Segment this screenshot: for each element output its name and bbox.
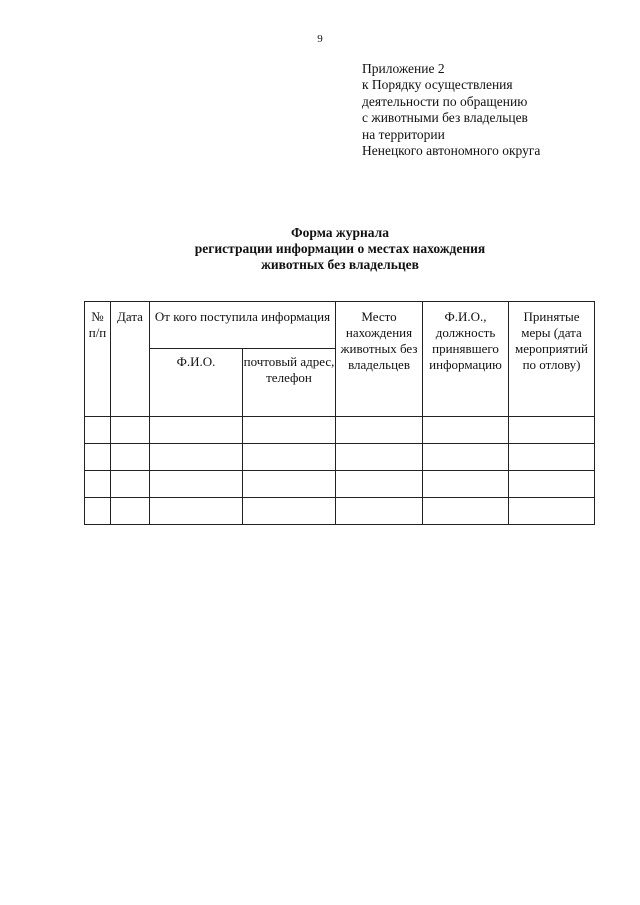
table-cell[interactable] — [423, 417, 509, 444]
table-cell[interactable] — [509, 417, 595, 444]
table-cell[interactable] — [85, 417, 111, 444]
table-row — [85, 471, 595, 498]
appendix-line: Приложение 2 — [362, 61, 445, 76]
appendix-block — [362, 61, 540, 159]
table-cell[interactable] — [150, 417, 243, 444]
header-source-address: почтовый адрес, телефон — [243, 349, 336, 417]
header-num: № п/п — [85, 302, 111, 417]
title-line: регистрации информации о местах нахождения — [194, 241, 486, 256]
table-cell[interactable] — [111, 498, 150, 525]
appendix-line: на территории — [362, 126, 445, 142]
appendix-line: с животными без владельцев — [362, 110, 528, 126]
header-row — [85, 302, 595, 349]
header-receiver: Ф.И.О., должность принявшего информацию — [423, 302, 509, 417]
table-cell[interactable] — [150, 444, 243, 471]
form-title — [0, 225, 640, 273]
header-location: Место нахождения животных без владельцев — [336, 302, 423, 417]
table-cell[interactable] — [111, 444, 150, 471]
table-cell[interactable] — [150, 498, 243, 525]
table-cell[interactable] — [111, 471, 150, 498]
table-cell[interactable] — [243, 444, 336, 471]
table-cell[interactable] — [150, 471, 243, 498]
table-cell[interactable] — [509, 471, 595, 498]
table-cell[interactable] — [85, 471, 111, 498]
table-row — [85, 417, 595, 444]
table-cell[interactable] — [243, 471, 336, 498]
table-cell[interactable] — [423, 498, 509, 525]
table-cell[interactable] — [85, 444, 111, 471]
appendix-line: деятельности по обращению — [362, 93, 528, 109]
title-line: животных без владельцев — [261, 257, 419, 272]
title-line: Форма журнала — [291, 225, 389, 240]
table-cell[interactable] — [509, 444, 595, 471]
table-cell[interactable] — [423, 471, 509, 498]
table-cell[interactable] — [85, 498, 111, 525]
header-source: От кого поступила информация — [150, 302, 336, 349]
table-cell[interactable] — [509, 498, 595, 525]
header-date: Дата — [111, 302, 150, 417]
header-source-fio: Ф.И.О. — [150, 349, 243, 417]
table-cell[interactable] — [243, 417, 336, 444]
table-cell[interactable] — [243, 498, 336, 525]
table-cell[interactable] — [336, 498, 423, 525]
header-measures: Принятые меры (дата мероприятий по отлову) — [509, 302, 595, 417]
journal-table — [84, 301, 595, 525]
table-cell[interactable] — [336, 417, 423, 444]
appendix-line: Ненецкого автономного округа — [362, 143, 541, 159]
table-cell[interactable] — [111, 417, 150, 444]
table-cell[interactable] — [336, 471, 423, 498]
table-cell[interactable] — [423, 444, 509, 471]
table-row — [85, 444, 595, 471]
page-number: 9 — [317, 33, 323, 45]
table-cell[interactable] — [336, 444, 423, 471]
appendix-line: к Порядку осуществления — [362, 77, 513, 93]
table-row — [85, 498, 595, 525]
